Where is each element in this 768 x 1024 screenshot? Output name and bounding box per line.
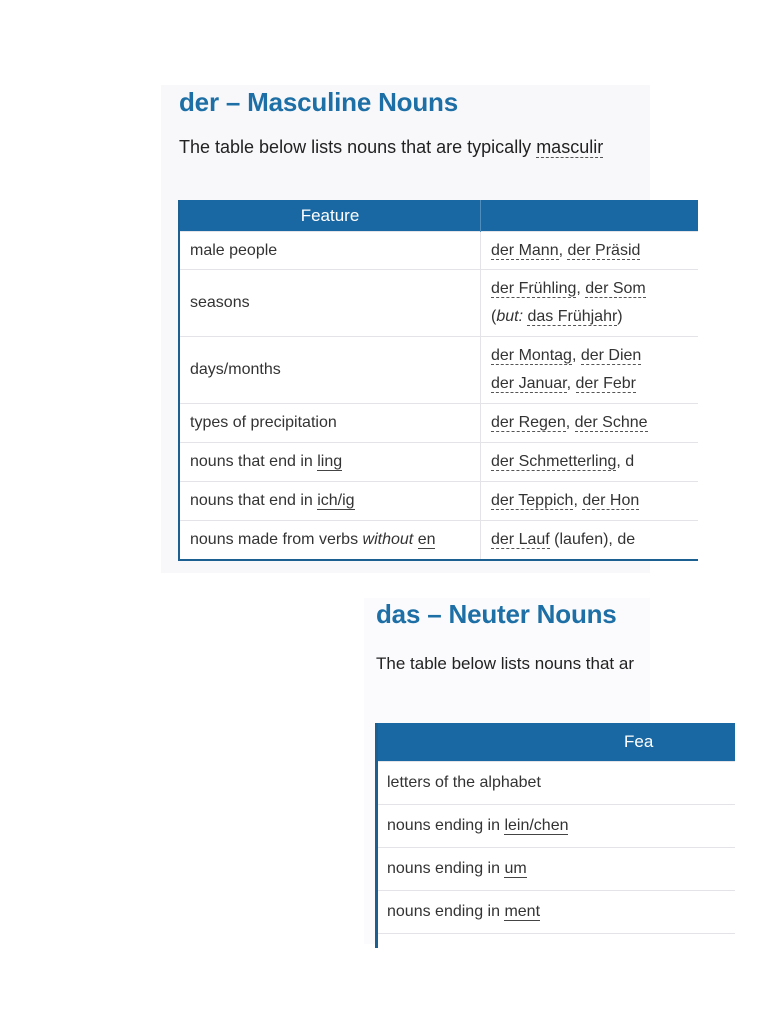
example-der-fruehling[interactable]: der Frühling bbox=[491, 280, 577, 297]
der-header-examples bbox=[481, 200, 699, 232]
table-row bbox=[179, 270, 698, 337]
table-row bbox=[377, 934, 736, 949]
example-der-mann[interactable]: der Mann bbox=[491, 241, 559, 259]
examples-cell: der Frühling, der Som (but: das Frühjahr) bbox=[481, 270, 699, 337]
feature-text: nouns ending in bbox=[387, 860, 505, 877]
der-heading: der – Masculine Nouns bbox=[179, 87, 458, 117]
der-intro bbox=[179, 137, 603, 158]
example-but: (but: das Frühjahr) bbox=[491, 308, 623, 325]
feature-italic: without bbox=[362, 530, 414, 548]
feature-cell: days/months bbox=[179, 337, 481, 404]
example-laufen: laufen bbox=[559, 530, 604, 548]
table-row bbox=[377, 762, 736, 805]
suffix-link[interactable]: lein/chen bbox=[504, 817, 569, 834]
example-der-januar[interactable]: der Januar bbox=[491, 375, 567, 392]
feature-text: nouns made from verbs bbox=[190, 530, 363, 548]
das-heading: das – Neuter Nouns bbox=[376, 599, 617, 629]
examples-cell: der Schmetterling, d bbox=[481, 443, 699, 482]
examples-cell: der Teppich, der Hon bbox=[481, 482, 699, 521]
feature-cell bbox=[377, 848, 736, 891]
feature-cell bbox=[377, 805, 736, 848]
table-row bbox=[179, 404, 698, 443]
table-row bbox=[179, 443, 698, 482]
example-der-dienstag[interactable]: der Dien bbox=[580, 347, 642, 364]
das-table bbox=[375, 723, 735, 948]
examples-cell: der Montag, der Dien der Januar, der Febr bbox=[481, 337, 699, 404]
der-header-feature: Feature bbox=[179, 200, 481, 232]
feature-cell bbox=[179, 443, 481, 482]
feature-cell: letters of the alphabet bbox=[377, 762, 736, 805]
example-der-lauf[interactable]: der Lauf bbox=[491, 530, 550, 548]
feature-text: nouns that end in bbox=[190, 453, 318, 470]
feature-text: nouns ending in bbox=[387, 903, 505, 920]
example-der-schnee[interactable]: der Schne bbox=[574, 414, 648, 431]
feature-text: nouns that end in bbox=[190, 492, 318, 509]
der-intro-text: The table below lists nouns that are typically bbox=[179, 137, 537, 157]
example-der-teppich[interactable]: der Teppich bbox=[491, 492, 574, 509]
feature-text: nouns ending in bbox=[387, 817, 505, 834]
example-der-schmetterling[interactable]: der Schmetterling bbox=[491, 453, 617, 470]
examples-cell bbox=[481, 232, 699, 270]
das-section bbox=[364, 598, 654, 944]
example-der-montag[interactable]: der Montag bbox=[491, 347, 572, 364]
table-row bbox=[179, 337, 698, 404]
example-der-februar[interactable]: der Febr bbox=[575, 375, 636, 392]
feature-cell bbox=[377, 891, 736, 934]
table-row bbox=[377, 848, 736, 891]
table-row bbox=[377, 891, 736, 934]
feature-cell: types of precipitation bbox=[179, 404, 481, 443]
examples-cell: der Lauf (laufen), de bbox=[481, 521, 699, 560]
example-der-honig[interactable]: der Hon bbox=[582, 492, 640, 509]
der-intro-link[interactable]: masculir bbox=[536, 137, 604, 157]
der-section bbox=[161, 85, 650, 573]
examples-cell: der Regen, der Schne bbox=[481, 404, 699, 443]
table-row bbox=[179, 482, 698, 521]
der-table-header bbox=[179, 200, 698, 232]
example-der-praesident[interactable]: der Präsid bbox=[567, 241, 641, 259]
example-das-fruehjahr[interactable]: das Frühjahr bbox=[527, 308, 618, 325]
suffix-link[interactable]: ment bbox=[504, 903, 541, 920]
table-row bbox=[179, 232, 698, 270]
feature-cell bbox=[179, 521, 481, 560]
feature-cell bbox=[179, 482, 481, 521]
suffix-link[interactable]: en bbox=[417, 530, 436, 548]
table-row bbox=[179, 521, 698, 560]
feature-cell bbox=[377, 934, 736, 949]
feature-cell: male people bbox=[179, 232, 481, 270]
example-text[interactable]: der Mann, der Präsid bbox=[491, 241, 641, 259]
table-row bbox=[377, 805, 736, 848]
suffix-link[interactable]: um bbox=[504, 860, 527, 877]
suffix-link[interactable]: ling bbox=[317, 453, 343, 470]
das-intro: The table below lists nouns that ar bbox=[376, 654, 634, 673]
suffix-link[interactable]: ich/ig bbox=[317, 492, 355, 509]
das-table-header bbox=[377, 723, 736, 762]
feature-cell: seasons bbox=[179, 270, 481, 337]
example-der-sommer[interactable]: der Som bbox=[585, 280, 646, 297]
das-header-feature: Fea bbox=[377, 723, 736, 762]
example-der-regen[interactable]: der Regen bbox=[491, 414, 566, 431]
der-table bbox=[178, 200, 698, 561]
